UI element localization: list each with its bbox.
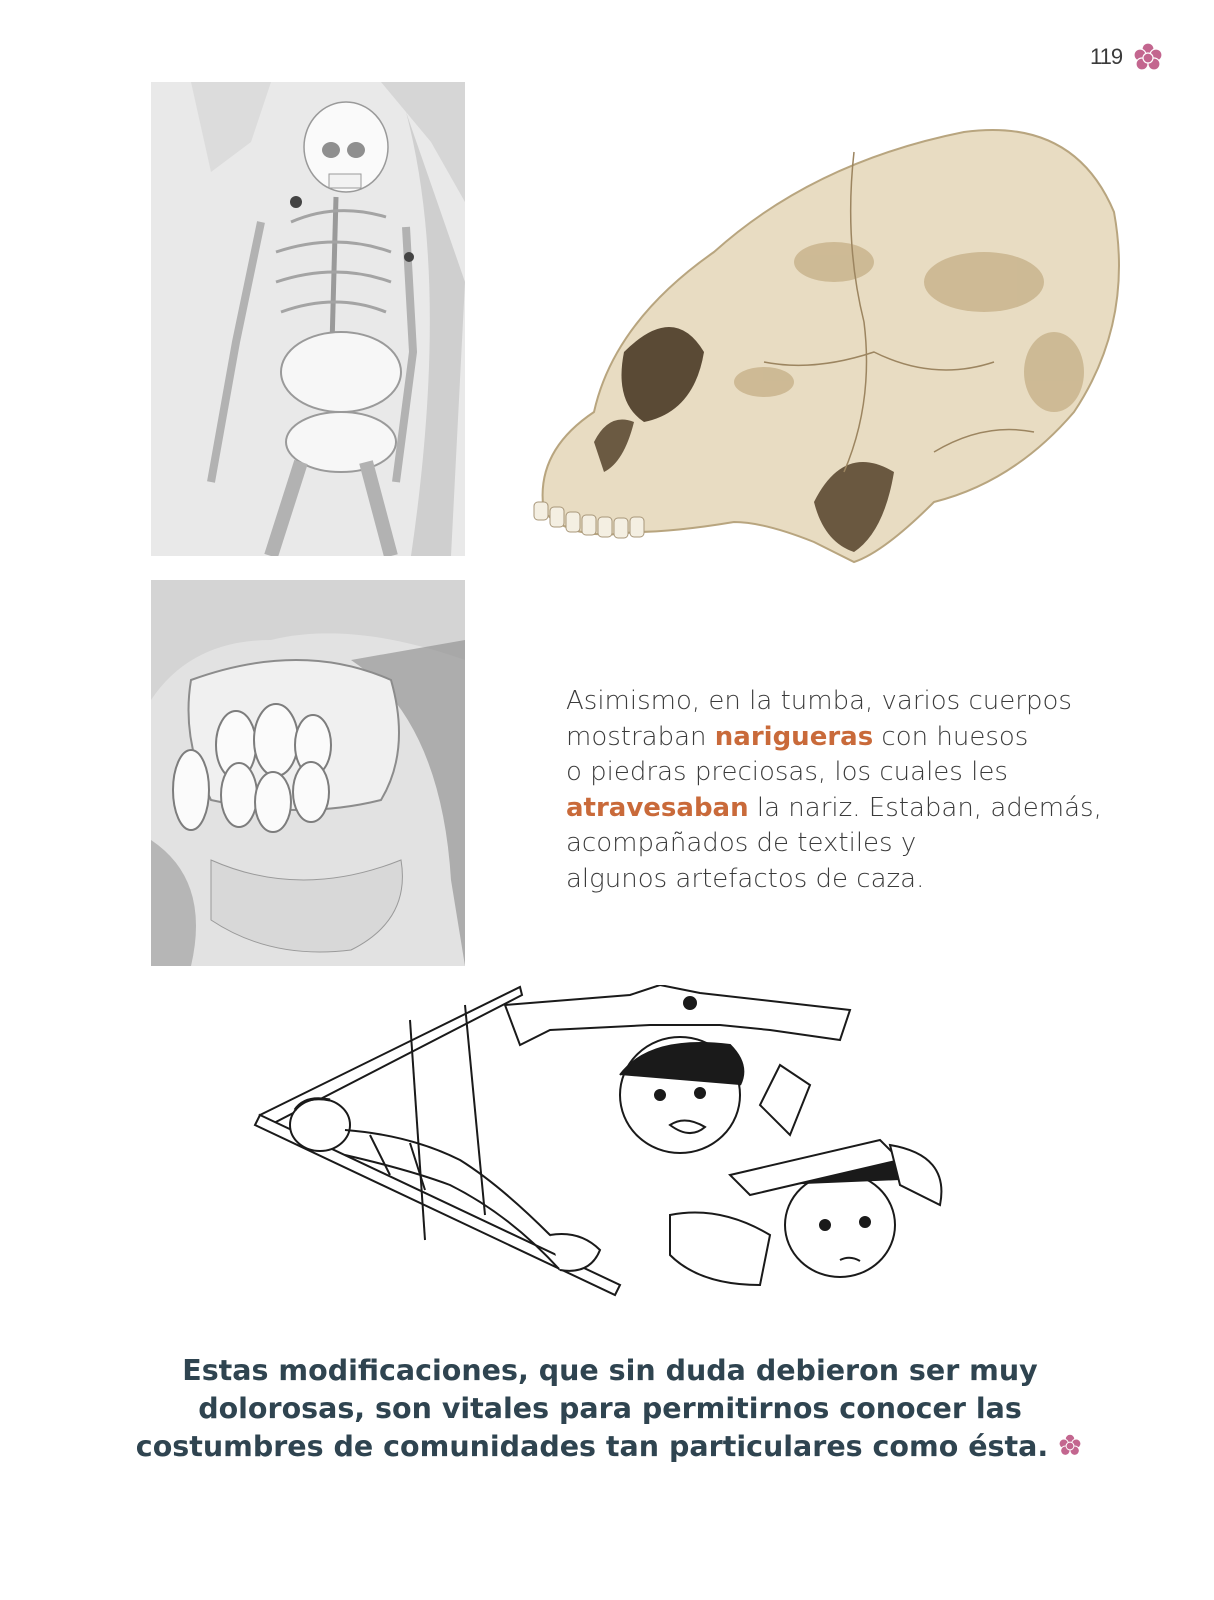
- closing-paragraph: [60, 1352, 1160, 1466]
- text-span: o piedras preciosas, los cuales les: [566, 757, 1008, 787]
- closing-line-3: [60, 1428, 1160, 1466]
- text-span: algunos artefactos de caza.: [566, 863, 925, 894]
- page-number: 119: [1090, 44, 1123, 69]
- elongated-skull-photo: [514, 122, 1124, 572]
- skeleton-photo: [151, 82, 465, 556]
- closing-line-2: dolorosas, son vitales para permitirnos conocer las: [198, 1392, 1022, 1425]
- text-span: Asimismo, en la tumba, varios cuerpos: [566, 686, 1072, 716]
- text-span: acompañados de textiles y: [566, 828, 917, 858]
- text-span: la nariz. Estaban, además,: [748, 792, 1102, 823]
- flower-icon: [1130, 40, 1166, 76]
- body-line: [566, 791, 1156, 827]
- body-line: [566, 826, 1156, 862]
- text-span: con huesos: [873, 721, 1029, 752]
- body-line: [566, 720, 1156, 756]
- closing-line-3-text: costumbres de comunidades tan particulares como ésta.: [135, 1430, 1049, 1463]
- closing-line-1: Estas modificaciones, que sin duda debieron ser muy: [182, 1354, 1038, 1387]
- highlight-word: atravesaban: [566, 792, 749, 823]
- text-span: mostraban: [566, 721, 715, 752]
- highlight-word: narigueras: [714, 721, 874, 752]
- cranial-deformation-illustration: [250, 985, 950, 1305]
- body-paragraph: [566, 684, 1156, 897]
- body-line: [566, 862, 1156, 898]
- end-flower-icon: [1056, 1432, 1084, 1460]
- jaw-teeth-photo: [151, 580, 465, 966]
- body-line: [566, 755, 1156, 791]
- body-line: [566, 684, 1156, 720]
